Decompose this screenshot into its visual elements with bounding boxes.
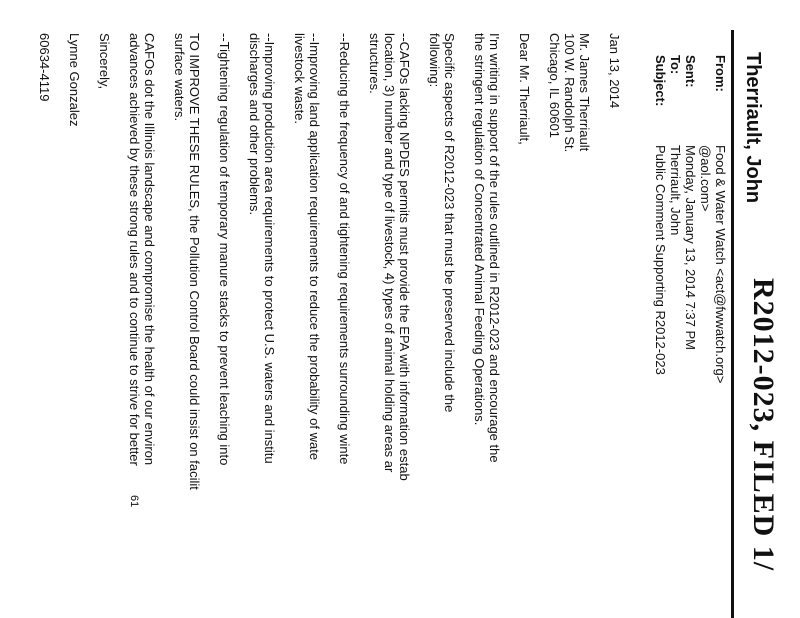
sent-label: Sent: bbox=[683, 55, 698, 88]
phone-number: 60634-4119 bbox=[37, 33, 52, 102]
address-name: Mr. James Therriault bbox=[577, 33, 592, 152]
item-winter-application: --Reducing the frequency of and tightening requirements surrounding winte bbox=[337, 33, 352, 465]
address-street: 100 W. Randolph St. bbox=[562, 33, 577, 153]
closing-line: surface waters. bbox=[172, 33, 187, 122]
meta-row-from bbox=[713, 55, 728, 385]
from-value-continuation: @aol.com> bbox=[698, 145, 713, 212]
from-label: From: bbox=[713, 55, 728, 92]
item-land-application: --Improving land application requirements to reduce the probability of wate bbox=[307, 33, 322, 461]
to-value: Therriault, John bbox=[668, 145, 683, 236]
sender-name: Therriault, John bbox=[742, 52, 764, 204]
intro-line: I'm writing in support of the rules outlined in R2012-023 and encourage the bbox=[487, 33, 502, 463]
meta-row-sent bbox=[683, 55, 698, 385]
subject-value: Public Comment Supporting R2012-023 bbox=[653, 145, 668, 375]
final-line: advances achieved by these strong rules and to continue to strive for better bbox=[127, 33, 142, 466]
letter-date: Jan 13, 2014 bbox=[607, 33, 622, 109]
aspects-line: Specific aspects of R2012-023 that must be preserved include the bbox=[442, 33, 457, 413]
final-line: CAFOs dot the Illinois landscape and compromise the health of our environ bbox=[142, 33, 157, 466]
item-manure-stacks: --Tightening regulation of temporary manure stacks to prevent leaching into bbox=[217, 33, 232, 466]
item-production-area: --Improving production area requirements to protect U.S. waters and institu bbox=[262, 33, 277, 464]
item-cafo-permits: --CAFOs lacking NPDES permits must provide the EPA with information estab bbox=[397, 33, 412, 481]
item-cafo-permits: location, 3) number and type of livestock, 4) types of animal holding areas ar bbox=[382, 33, 397, 473]
item-cafo-permits: structures. bbox=[367, 33, 382, 94]
meta-row-subject bbox=[653, 55, 668, 385]
meta-row-to bbox=[668, 55, 683, 385]
aspects-line: following: bbox=[427, 33, 442, 88]
header-divider bbox=[731, 30, 734, 618]
item-production-area: discharges and other problems. bbox=[247, 33, 262, 216]
page-number: 61 bbox=[128, 495, 140, 508]
subject-label: Subject: bbox=[653, 55, 668, 107]
from-value: Food & Water Watch <act@fwwatch.org> bbox=[713, 145, 728, 384]
continuation-label bbox=[698, 55, 713, 145]
intro-line: the stringent regulation of Concentrated Animal Feeding Operations. bbox=[472, 33, 487, 426]
closing-line: TO IMPROVE THESE RULES, the Pollution Control Board could insist on facilit bbox=[187, 33, 202, 490]
to-label: To: bbox=[668, 55, 683, 75]
salutation: Dear Mr. Therriault, bbox=[517, 33, 532, 145]
address-city: Chicago, IL 60601 bbox=[547, 33, 562, 139]
signature-name: Lynne Gonzalez bbox=[67, 33, 82, 127]
docket-stamp: R2012-023, FILED 1/ bbox=[747, 278, 780, 572]
sent-value: Monday, January 13, 2014 7:37 PM bbox=[683, 145, 698, 350]
letter-body bbox=[37, 33, 622, 618]
signoff: Sincerely, bbox=[97, 33, 112, 90]
meta-row-from-continuation bbox=[698, 55, 713, 385]
item-land-application: livestock waste. bbox=[292, 33, 307, 125]
email-metadata bbox=[653, 55, 728, 385]
